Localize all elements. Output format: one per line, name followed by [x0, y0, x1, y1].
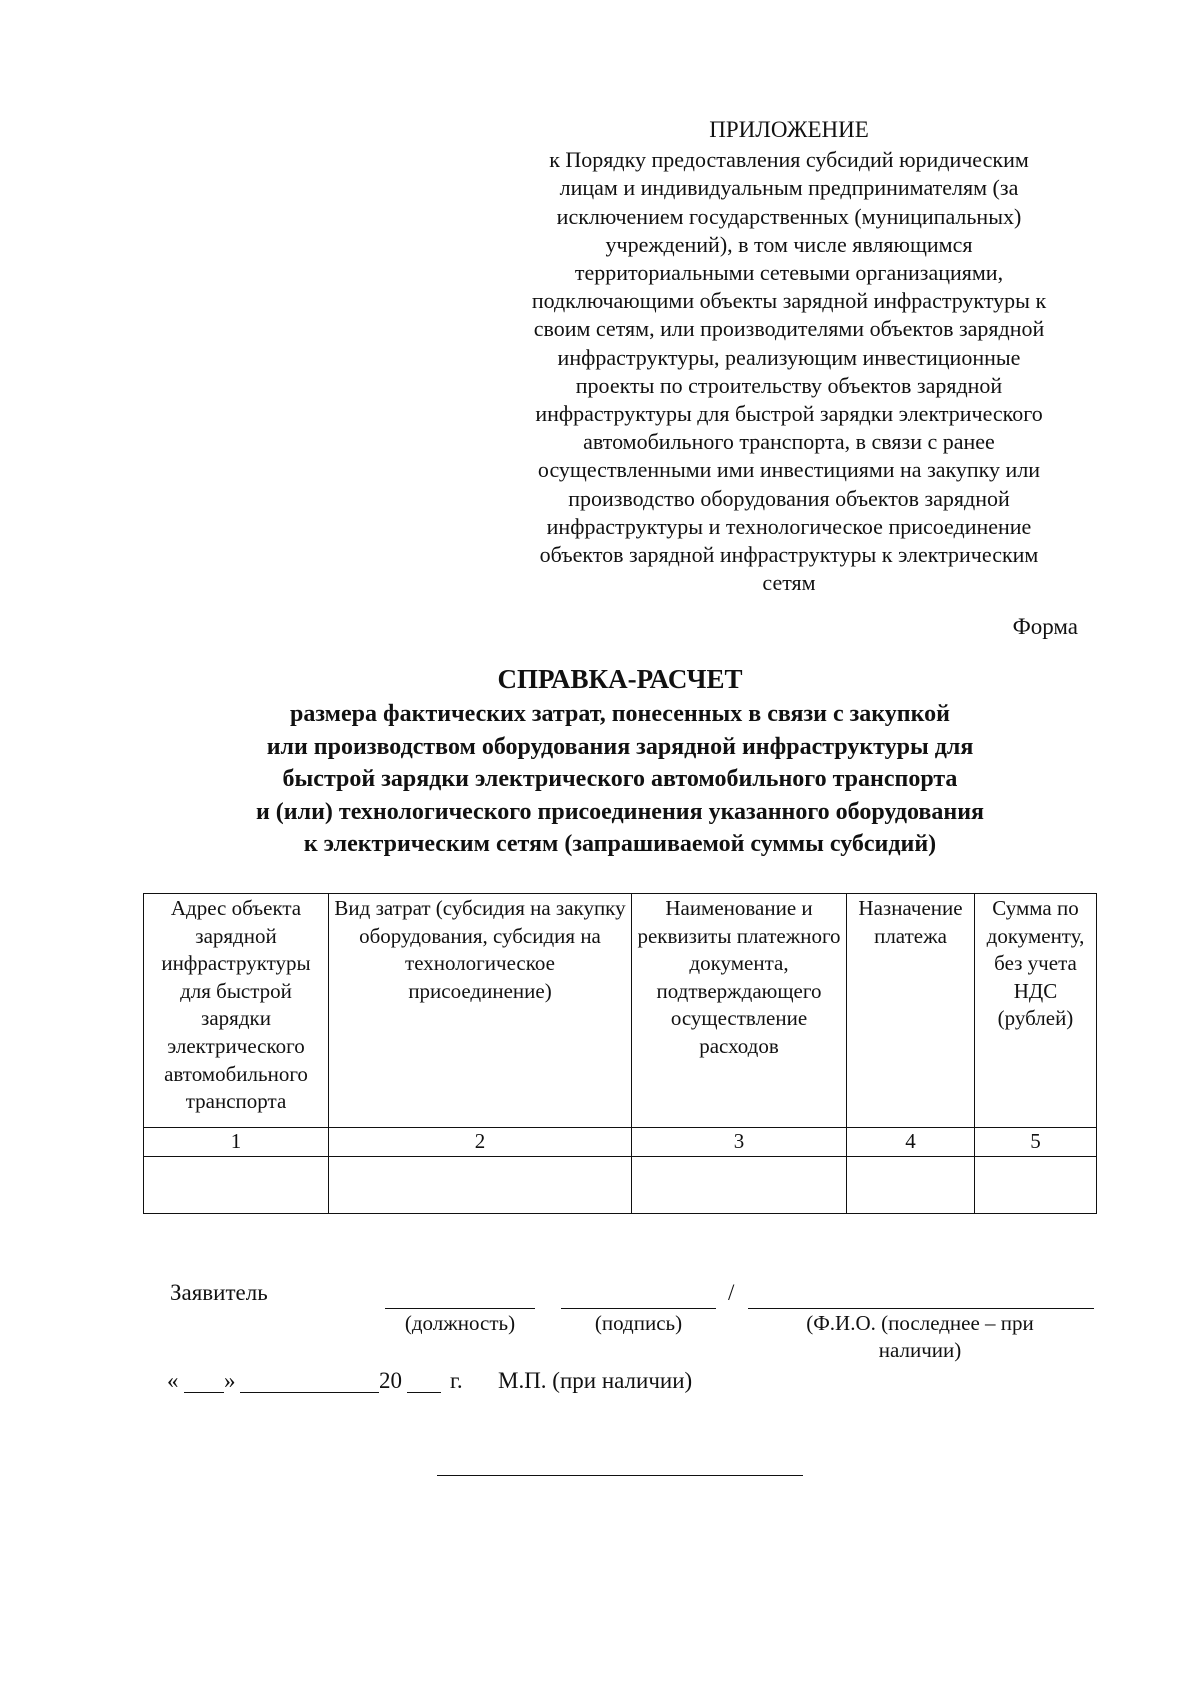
header-cost-type: Вид затрат (субсидия на закупку оборудования, субсидия на технологическое присоединение)	[329, 894, 632, 1128]
day-blank	[184, 1368, 224, 1393]
full-name-caption: (Ф.И.О. (последнее – при наличии)	[806, 1311, 1034, 1362]
month-blank	[240, 1368, 379, 1393]
table-cell	[329, 1156, 632, 1213]
header-amount: Сумма по документу, без учета НДС (рублей)	[975, 894, 1097, 1128]
title-line: или производством оборудования зарядной инфраструктуры для	[266, 733, 974, 760]
column-number: 4	[847, 1128, 975, 1157]
main-title: СПРАВКА-РАСЧЕТ	[497, 664, 743, 694]
column-number: 2	[329, 1128, 632, 1157]
appendix-line: инфраструктуры, реализующим инвестиционные	[557, 344, 1021, 370]
appendix-line: осуществленными ими инвестициями на закупку или	[537, 457, 1041, 483]
year-prefix: 20	[379, 1368, 402, 1393]
column-number-row	[144, 1128, 1097, 1157]
slash-separator: /	[728, 1280, 735, 1305]
appendix-line: автомобильного транспорта, в связи с ранее	[583, 429, 995, 455]
appendix-line: производство оборудования объектов зарядной	[568, 485, 1010, 511]
table-row	[144, 1156, 1097, 1213]
table-cell	[632, 1156, 847, 1213]
form-label: Форма	[1012, 614, 1078, 639]
signature-caption: (подпись)	[594, 1311, 683, 1335]
date-open-quote: «	[167, 1368, 179, 1393]
signature-row	[0, 1280, 1200, 1380]
appendix-block	[498, 116, 1080, 597]
table-header-row	[144, 894, 1097, 1128]
appendix-line: инфраструктуры для быстрой зарядки электрического	[535, 401, 1043, 427]
header-object-address: Адрес объекта зарядной инфраструктуры для быстрой зарядки электрического автомобильного транспорта	[144, 894, 329, 1128]
column-number: 5	[975, 1128, 1097, 1157]
header-payment-purpose: Назначение платежа	[847, 894, 975, 1128]
closing-rule	[437, 1475, 803, 1476]
appendix-line: учреждений), в том числе являющимся	[605, 231, 973, 257]
applicant-label: Заявитель	[170, 1280, 268, 1305]
appendix-line: своим сетям, или производителями объектов зарядной	[533, 316, 1045, 342]
appendix-line: инфраструктуры и технологическое присоединение	[546, 513, 1032, 539]
table-cell	[975, 1156, 1097, 1213]
title-line: быстрой зарядки электрического автомобильного транспорта	[282, 766, 958, 792]
table-cell	[144, 1156, 329, 1213]
calculation-table	[143, 893, 1097, 1214]
appendix-line: лицам и индивидуальным предпринимателям (за	[559, 175, 1019, 201]
date-row	[0, 1368, 1200, 1404]
year-blank	[407, 1368, 441, 1393]
appendix-heading: ПРИЛОЖЕНИЕ	[709, 117, 869, 142]
position-blank	[385, 1284, 535, 1309]
table-cell	[847, 1156, 975, 1213]
year-suffix: г.	[450, 1368, 463, 1393]
appendix-line: к Порядку предоставления субсидий юридическим	[549, 147, 1029, 173]
title-line: к электрическим сетям (запрашиваемой суммы субсидий)	[303, 831, 937, 857]
full-name-blank	[748, 1284, 1094, 1309]
position-caption: (должность)	[404, 1311, 516, 1335]
column-number: 1	[144, 1128, 329, 1157]
appendix-line: сетям	[762, 570, 816, 596]
appendix-line: объектов зарядной инфраструктуры к электрическим	[539, 542, 1039, 568]
title-line: размера фактических затрат, понесенных в связи с закупкой	[290, 701, 950, 727]
header-payment-document: Наименование и реквизиты платежного документа, подтверждающего осуществление расходов	[632, 894, 847, 1128]
appendix-line: проекты по строительству объектов зарядной	[575, 372, 1003, 398]
date-close-quote: »	[224, 1368, 236, 1393]
column-number: 3	[632, 1128, 847, 1157]
appendix-line: территориальными сетевыми организациями,	[574, 260, 1004, 286]
title-line: и (или) технологического присоединения указанного оборудования	[255, 798, 985, 825]
signature-blank	[561, 1284, 716, 1309]
seal-note: М.П. (при наличии)	[498, 1368, 693, 1393]
appendix-line: исключением государственных (муниципальных)	[556, 203, 1022, 229]
appendix-line: подключающими объекты зарядной инфраструктуры к	[531, 288, 1047, 314]
document-title	[130, 662, 1110, 861]
